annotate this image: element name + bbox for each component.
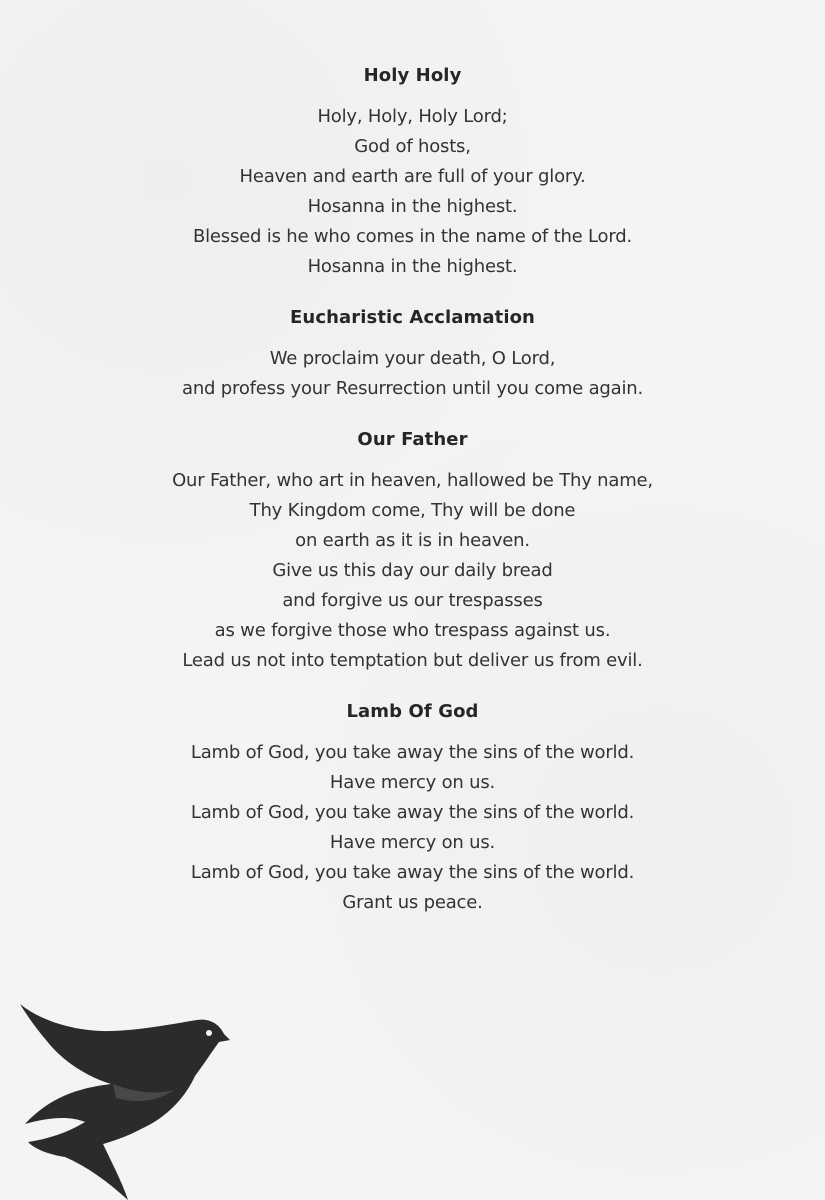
verse-list [0,344,825,404]
verse-line: Lead us not into temptation but deliver us from evil. [182,650,643,671]
verse-line: We proclaim your death, O Lord, [269,348,556,369]
verse-line: Lamb of God, you take away the sins of the world. [190,742,635,763]
verse-line: Have mercy on us. [329,832,496,853]
section-gap [0,282,825,304]
section-title: Eucharistic Acclamation [290,307,535,328]
section-title: Lamb Of God [346,701,479,722]
verse-line: Thy Kingdom come, Thy will be done [249,500,576,521]
verse-line: Lamb of God, you take away the sins of the world. [190,862,635,883]
verse-line: as we forgive those who trespass against us. [214,620,611,641]
section-title: Our Father [357,429,468,450]
verse-list [0,466,825,676]
section-lamb-of-god [0,698,825,918]
verse-line: and profess your Resurrection until you come again. [182,378,643,399]
section-title: Holy Holy [363,65,462,86]
verse-line: Give us this day our daily bread [272,560,553,581]
verse-line: Have mercy on us. [329,772,496,793]
verse-line: Lamb of God, you take away the sins of the world. [190,802,635,823]
verse-line: Holy, Holy, Holy Lord; [317,106,508,127]
verse-line: Blessed is he who comes in the name of the Lord. [192,226,633,247]
section-holy-holy [0,62,825,282]
section-gap [0,404,825,426]
verse-line: and forgive us our trespasses [282,590,543,611]
verse-line: Hosanna in the highest. [307,196,518,217]
verse-line: Heaven and earth are full of your glory. [239,166,586,187]
verse-line: Grant us peace. [342,892,483,913]
verse-list [0,738,825,918]
verse-list [0,102,825,282]
dove-icon [18,1000,230,1200]
verse-line: Hosanna in the highest. [307,256,518,277]
verse-line: God of hosts, [354,136,471,157]
verse-line: Our Father, who art in heaven, hallowed be Thy name, [172,470,653,491]
prayer-content [0,62,825,918]
section-gap [0,676,825,698]
section-eucharistic-acclamation [0,304,825,404]
section-our-father [0,426,825,676]
verse-line: on earth as it is in heaven. [295,530,530,551]
